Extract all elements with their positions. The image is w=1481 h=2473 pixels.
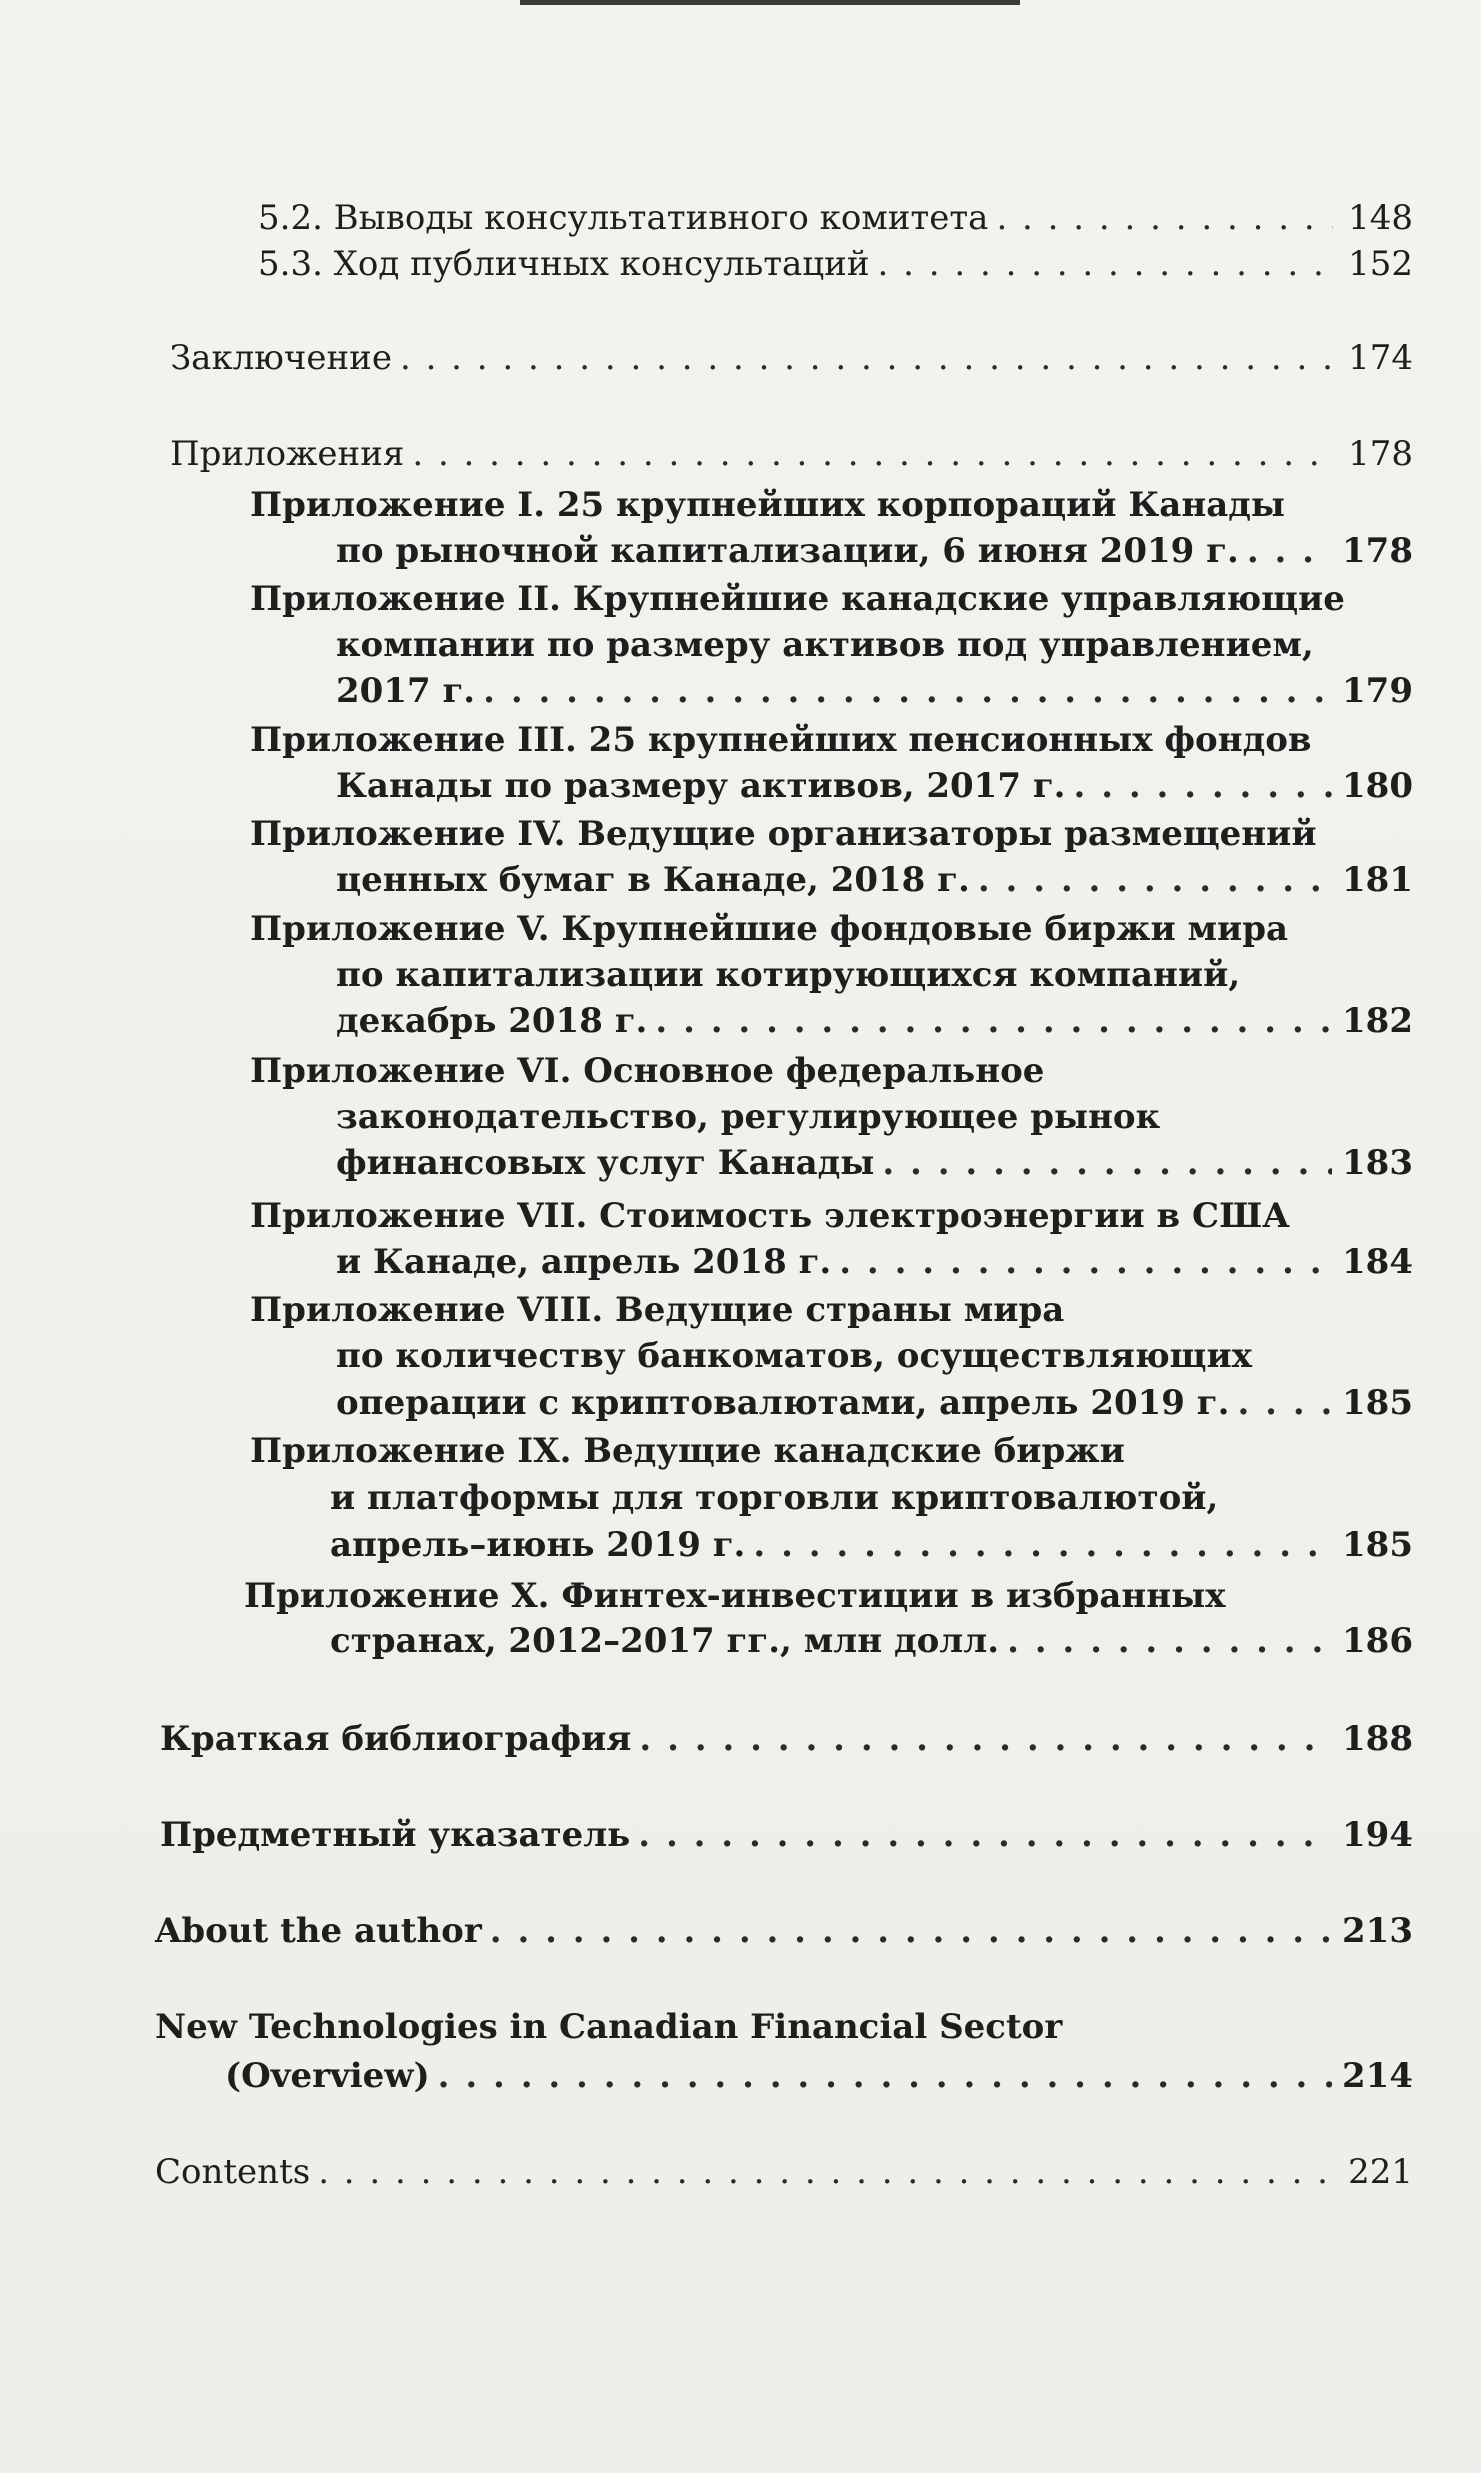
toc-entry-page: 183	[1342, 1143, 1413, 1183]
dot-leader	[400, 335, 1333, 381]
dot-leader	[878, 241, 1334, 287]
toc-appendix-2-line1[interactable]: Приложение II. Крупнейшие канадские управляющие	[250, 579, 1345, 619]
dot-leader	[318, 2149, 1333, 2195]
toc-appendix-9[interactable]	[330, 1522, 1413, 1568]
toc-entry-title: Краткая библиография	[160, 1719, 632, 1759]
dot-leader	[639, 1716, 1332, 1762]
toc-entry-page: 181	[1342, 860, 1413, 900]
dot-leader	[483, 668, 1332, 714]
toc-appendix-9-line2[interactable]: и платформы для торговли криптовалютой,	[330, 1478, 1219, 1518]
dot-leader	[1237, 1380, 1332, 1426]
toc-entry-5-3[interactable]	[258, 241, 1413, 287]
toc-entry-new-tech[interactable]	[225, 2053, 1413, 2099]
toc-entry-title: Приложения	[170, 434, 405, 474]
toc-entry-title: 5.2. Выводы консультативного комитета	[258, 198, 989, 238]
toc-entry-about-author[interactable]	[155, 1908, 1413, 1954]
toc-entry-page: 214	[1342, 2056, 1413, 2096]
dot-leader	[978, 857, 1332, 903]
toc-entry-title: декабрь 2018 г.	[336, 1001, 648, 1041]
toc-entry-page: 188	[1342, 1719, 1413, 1759]
toc-entry-bibliography[interactable]	[160, 1716, 1413, 1762]
toc-entry-page: 182	[1342, 1001, 1413, 1041]
toc-appendix-1-line1[interactable]: Приложение I. 25 крупнейших корпораций Канады	[250, 485, 1285, 525]
toc-appendix-4-line1[interactable]: Приложение IV. Ведущие организаторы размещений	[250, 814, 1317, 854]
toc-appendix-8-line2[interactable]: по количеству банкоматов, осуществляющих	[336, 1336, 1252, 1376]
toc-appendix-6-line1[interactable]: Приложение VI. Основное федеральное	[250, 1051, 1045, 1091]
dot-leader	[1247, 528, 1332, 574]
toc-appendix-6[interactable]	[336, 1140, 1413, 1186]
toc-entry-page: 184	[1342, 1242, 1413, 1282]
toc-entry-title: Канады по размеру активов, 2017 г.	[336, 766, 1066, 806]
toc-entry-5-2[interactable]	[258, 195, 1413, 241]
toc-entry-page: 194	[1342, 1815, 1413, 1855]
toc-entry-title: Contents	[155, 2152, 311, 2192]
toc-appendix-5-line2[interactable]: по капитализации котирующихся компаний,	[336, 955, 1241, 995]
toc-appendix-6-line2[interactable]: законодательство, регулирующее рынок	[336, 1097, 1161, 1137]
dot-leader	[412, 431, 1333, 477]
toc-entry-title: операции с криптовалютами, апрель 2019 г.	[336, 1383, 1230, 1423]
toc-entry-page: 213	[1342, 1911, 1413, 1951]
toc-entry-title: и Канаде, апрель 2018 г.	[336, 1242, 832, 1282]
toc-appendix-10[interactable]	[330, 1618, 1413, 1664]
toc-entry-page: 178	[1348, 434, 1413, 474]
dot-leader	[1007, 1618, 1332, 1664]
toc-appendix-7-line1[interactable]: Приложение VII. Стоимость электроэнергии в США	[250, 1196, 1290, 1236]
toc-appendix-10-line1[interactable]: Приложение X. Финтех-инвестиции в избранных	[244, 1576, 1226, 1616]
toc-entry-title: финансовых услуг Канады	[336, 1143, 875, 1183]
toc-appendix-2-line2[interactable]: компании по размеру активов под управлением,	[336, 625, 1314, 665]
toc-entry-title: по рыночной капитализации, 6 июня 2019 г.	[336, 531, 1239, 571]
dot-leader	[1074, 763, 1333, 809]
toc-appendix-9-line1[interactable]: Приложение IX. Ведущие канадские биржи	[250, 1431, 1125, 1471]
toc-entry-index[interactable]	[160, 1812, 1413, 1858]
toc-entry-page: 185	[1342, 1383, 1413, 1423]
toc-appendix-8-line1[interactable]: Приложение VIII. Ведущие страны мира	[250, 1290, 1065, 1330]
dot-leader	[655, 998, 1332, 1044]
dot-leader	[882, 1140, 1332, 1186]
dot-leader	[638, 1812, 1332, 1858]
dot-leader	[490, 1908, 1332, 1954]
toc-entry-title: (Overview)	[225, 2056, 430, 2096]
dot-leader	[438, 2053, 1332, 2099]
toc-entry-title: 2017 г.	[336, 671, 476, 711]
toc-entry-title: апрель–июнь 2019 г.	[330, 1525, 746, 1565]
toc-entry-page: 174	[1348, 338, 1413, 378]
toc-appendix-8[interactable]	[336, 1380, 1413, 1426]
toc-entry-title: ценных бумаг в Канаде, 2018 г.	[336, 860, 970, 900]
toc-appendix-5[interactable]	[336, 998, 1413, 1044]
toc-entry-page: 185	[1342, 1525, 1413, 1565]
toc-appendix-7[interactable]	[336, 1239, 1413, 1285]
toc-entry-page: 152	[1348, 244, 1413, 284]
toc-entry-page: 186	[1342, 1621, 1413, 1661]
toc-entry-title: Предметный указатель	[160, 1815, 631, 1855]
toc-entry-appendices[interactable]	[170, 431, 1413, 477]
toc-appendix-2[interactable]	[336, 668, 1413, 714]
toc-entry-page: 180	[1342, 766, 1413, 806]
toc-appendix-5-line1[interactable]: Приложение V. Крупнейшие фондовые биржи мира	[250, 909, 1289, 949]
dot-leader	[839, 1239, 1332, 1285]
toc-appendix-3[interactable]	[336, 763, 1413, 809]
toc-entry-page: 148	[1348, 198, 1413, 238]
toc-entry-contents[interactable]	[155, 2149, 1413, 2195]
toc-entry-title: About the author	[155, 1911, 482, 1951]
toc-appendix-1[interactable]	[336, 528, 1413, 574]
toc-entry-title: Заключение	[170, 338, 392, 378]
top-rule	[520, 0, 1020, 5]
toc-entry-page: 221	[1348, 2152, 1413, 2192]
dot-leader	[996, 195, 1333, 241]
toc-appendix-4[interactable]	[336, 857, 1413, 903]
toc-entry-title: странах, 2012–2017 гг., млн долл.	[330, 1621, 1000, 1661]
dot-leader	[753, 1522, 1332, 1568]
toc-entry-conclusion[interactable]	[170, 335, 1413, 381]
toc-entry-title: 5.3. Ход публичных консультаций	[258, 244, 870, 284]
toc-entry-page: 178	[1342, 531, 1413, 571]
toc-appendix-3-line1[interactable]: Приложение III. 25 крупнейших пенсионных фондов	[250, 720, 1312, 760]
toc-entry-page: 179	[1342, 671, 1413, 711]
toc-new-tech-line1[interactable]: New Technologies in Canadian Financial Sector	[155, 2007, 1063, 2047]
